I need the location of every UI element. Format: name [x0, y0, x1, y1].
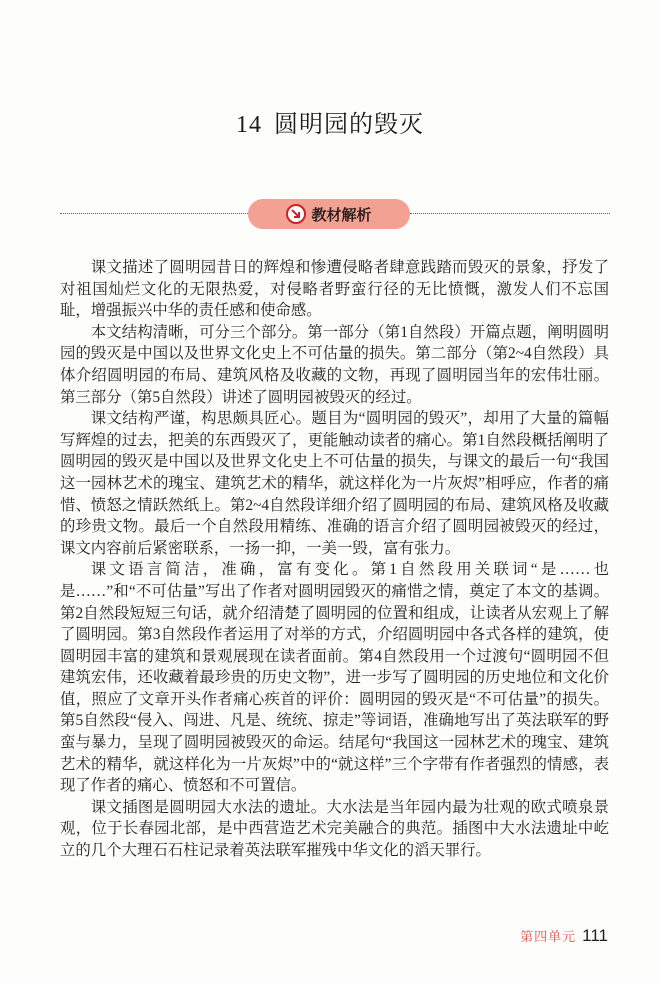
- page-footer: [520, 926, 608, 946]
- unit-label: 第四单元: [520, 929, 577, 944]
- dotted-divider-right: [410, 213, 610, 214]
- page-number: 111: [582, 926, 608, 945]
- paragraph: 本文结构清晰，可分三个部分。第一部分（第1自然段）开篇点题，阐明圆明园的毁灭是中国以及世界文化史上不可估量的损失。第二部分（第2~4自然段）具体介绍圆明园的布局、建筑风格及收藏的文物，再现了圆明园当年的宏伟壮丽。第三部分（第5自然段）讲述了圆明园被毁灭的经过。: [60, 323, 609, 406]
- lesson-number: 14: [236, 112, 262, 138]
- paragraph: 课文描述了圆明园昔日的辉煌和惨遭侵略者肆意践踏而毁灭的景象，抒发了对祖国灿烂文化的无限热爱，对侵略者野蛮行径的无比愤慨，激发人们不忘国耻，增强振兴中华的责任感和使命感。: [60, 259, 609, 320]
- analysis-body: [60, 257, 609, 862]
- paragraph: 课文语言简洁，准确，富有变化。第1自然段用关联词“是……也是……”和“不可估量”写出了作者对圆明园毁灭的痛惜之情，奠定了本文的基调。第2自然段短短三句话，就介绍清楚了圆明园的位置和组成，让读者从宏观上了解了圆明园。第3自然段作者运用了对举的方式，介绍圆明园中各式各样的建筑，使圆明园丰富的建筑和景观展现在读者面前。第4自然段用一个过渡句“圆明园不但建筑宏伟，还收藏着最珍贵的历史文物”，进一步写了圆明园的历史地位和文化价值，照应了文章开头作者痛心疾首的评价：圆明园的毁灭是“不可估量”的损失。第5自然段“侵入、闯进、凡是、统统、掠走”等词语，准确地写出了英法联军的野蛮与暴力，呈现了圆明园被毁灭的命运。结尾句“我国这一园林艺术的瑰宝、建筑艺术的精华，就这样化为一片灰烬”中的“就这样”三个字带有作者强烈的情感，表现了作者的痛心、愤怒和不可置信。: [60, 561, 609, 795]
- section-banner: [248, 199, 410, 229]
- dotted-divider-left: [60, 213, 248, 214]
- lesson-title: [0, 104, 660, 139]
- arrow-down-right-circle-icon: [286, 204, 306, 224]
- paragraph: 课文结构严谨，构思颇具匠心。题目为“圆明园的毁灭”，却用了大量的篇幅写辉煌的过去，把美的东西毁灭了，更能触动读者的痛心。第1自然段概括阐明了圆明园的毁灭是中国以及世界文化史上不可估量的损失，与课文的最后一句“我国这一园林艺术的瑰宝、建筑艺术的精华，就这样化为一片灰烬”相呼应，作者的痛惜、愤怒之情跃然纸上。第2~4自然段详细介绍了圆明园的布局、建筑风格及收藏的珍贵文物。最后一个自然段用精练、准确的语言介绍了圆明园被毁灭的经过，课文内容前后紧密联系，一扬一抑，一美一毁，富有张力。: [60, 410, 609, 557]
- paragraph: 课文插图是圆明园大水法的遗址。大水法是当年园内最为壮观的欧式喷泉景观，位于长春园北部，是中西营造艺术完美融合的典范。插图中大水法遗址中屹立的几个大理石石柱记录着英法联军摧残中华文化的滔天罪行。: [60, 798, 609, 860]
- lesson-title-text: 圆明园的毁灭: [274, 112, 424, 138]
- section-banner-label: 教材解析: [311, 206, 372, 224]
